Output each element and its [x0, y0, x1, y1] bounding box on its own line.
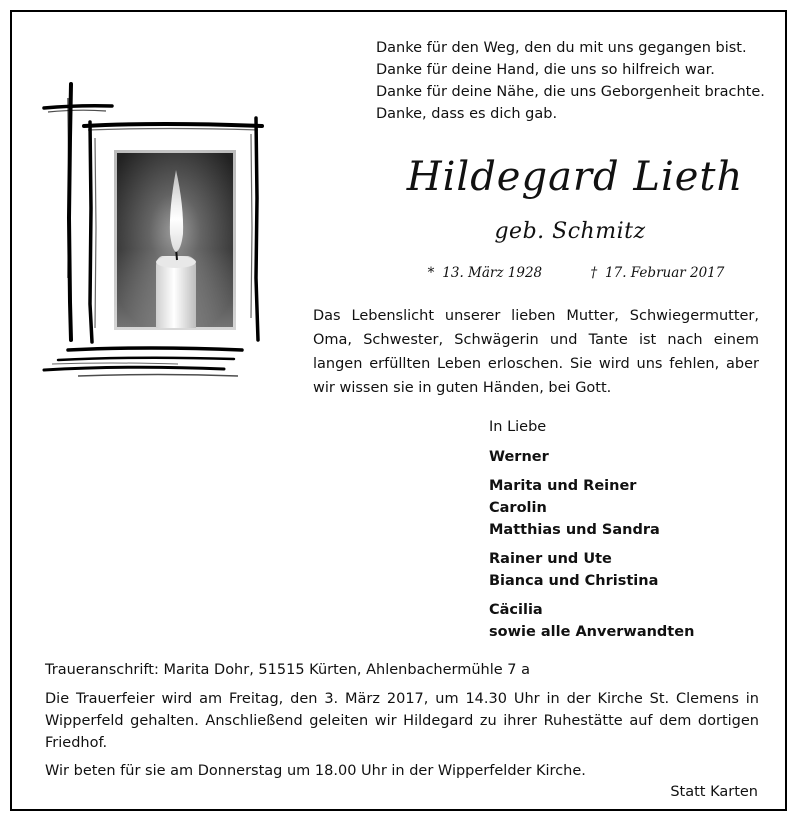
poem-line: Danke für den Weg, den du mit uns gegangen bist.	[376, 40, 747, 56]
mourner-group	[489, 599, 769, 643]
greeting: In Liebe	[489, 419, 547, 435]
mourner-group	[489, 548, 769, 592]
mourner-name: Matthias und Sandra	[489, 522, 660, 538]
intro-text: Das Lebenslicht unserer lieben Mutter, Schwiegermutter, Oma, Schwester, Schwägerin und Tante ist nach einem langen erfüllten Leben erloschen. Sie wird uns fehlen, aber wir wissen sie in guten Händen, bei Gott.	[313, 308, 759, 396]
poem-line: Danke für deine Hand, die uns so hilfreich war.	[376, 62, 715, 78]
maiden-name: geb. Schmitz	[494, 219, 646, 244]
mourner-name: Cäcilia	[489, 602, 543, 618]
candle-cross-icon	[38, 78, 270, 384]
deceased-name: Hildegard Lieth	[406, 154, 744, 200]
mourning-address: Traueranschrift: Marita Dohr, 51515 Kürten, Ahlenbachermühle 7 a	[45, 662, 531, 678]
birth-symbol: *	[427, 265, 435, 281]
mourner-name: Rainer und Ute	[489, 551, 612, 567]
mourner-name: Bianca und Christina	[489, 573, 659, 589]
birth-date: 13. März 1928	[442, 265, 543, 281]
footer-note: Statt Karten	[670, 784, 758, 800]
prayer-info: Wir beten für sie am Donnerstag um 18.00 Uhr in der Wipperfelder Kirche.	[45, 763, 586, 779]
death-symbol: †	[590, 265, 598, 281]
mourner-name: Werner	[489, 449, 549, 465]
poem-line: Danke für deine Nähe, die uns Geborgenheit brachte.	[376, 84, 765, 100]
mourner-group	[489, 446, 769, 468]
death-date: 17. Februar 2017	[605, 265, 725, 281]
poem-line: Danke, dass es dich gab.	[376, 106, 558, 122]
mourners-list	[489, 416, 769, 650]
mourner-group	[489, 475, 769, 541]
mourner-name: Marita und Reiner	[489, 478, 637, 494]
memorial-poem	[376, 37, 776, 125]
mourner-name: Carolin	[489, 500, 547, 516]
mourner-name: sowie alle Anverwandten	[489, 624, 695, 640]
funeral-service-info: Die Trauerfeier wird am Freitag, den 3. März 2017, um 14.30 Uhr in der Kirche St. Clemens in Wipperfeld gehalten. Anschließend geleiten wir Hildegard zu ihrer Ruhestätte auf dem dortigen Friedhof.	[45, 691, 759, 751]
life-dates	[424, 263, 744, 283]
